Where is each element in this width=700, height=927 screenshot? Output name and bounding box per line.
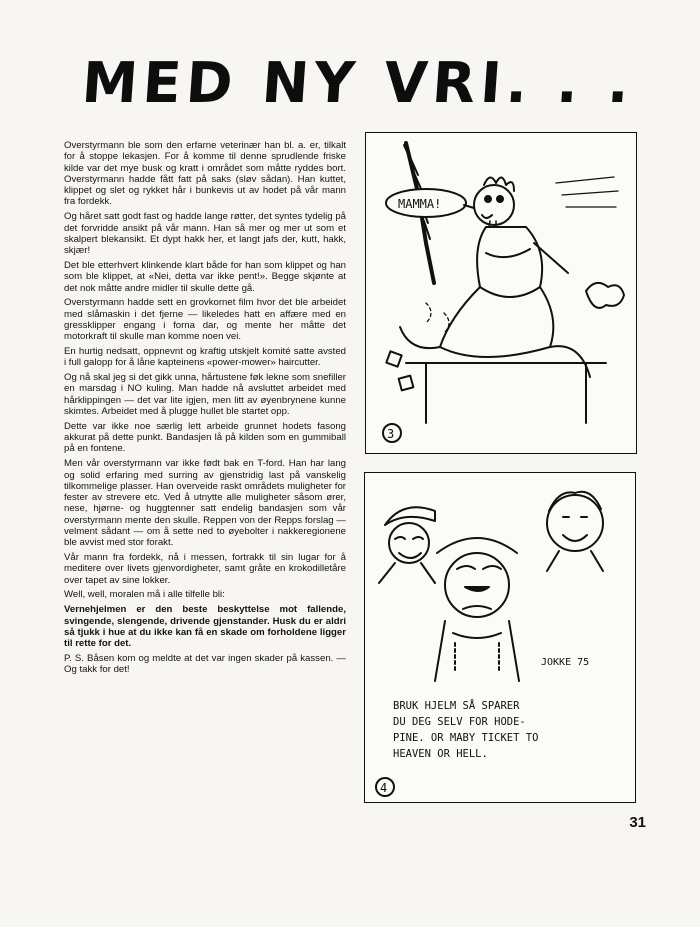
article-paragraph: Og håret satt godt fast og hadde lange røtter, det syntes tydelig på det forvridde ansikt på vår mann. Han så mer og mer ut som et skalpert blekansikt. Et dypt hakk her, et langt jafs der, kutt, hakk, skjær! (64, 211, 346, 257)
postscript: P. S. Båsen kom og meldte at det var ingen skader på kassen. — Og takk for det! (64, 652, 346, 676)
article-paragraph: Well, well, moralen må i alle tilfelle bli: (64, 589, 225, 601)
cartoon-panel-3 (365, 132, 637, 454)
speech-text: MAMMA! (398, 197, 442, 211)
caption-line: PINE. OR MABY TICKET TO (393, 732, 539, 744)
article-paragraph: Og nå skal jeg si det gikk unna, hårtustene føk lekne som snefiller en marsdag i NO kuling. Man hadde nå avsluttet arbeidet med hårklippingen — det var lite igjen, men litt av øyenbrynene kunne skimtes. Arbeidet med å plugge hullet ble startet opp. (64, 372, 346, 418)
artist-signature: JOKKE 75 (541, 657, 590, 668)
moral-text: Vernehjelmen er den beste beskyttelse mot fallende, svingende, slengende, drivende gjenstander. Husk du er aldri så tjukk i hue at du ikke kan få en skade om forholdene ligger til rette for det. (64, 604, 346, 650)
panel-number: 4 (380, 781, 388, 795)
cartoon-drawing-3 (366, 133, 636, 453)
article-paragraph: Det ble etterhvert klinkende klart både for han som klippet og han som ble klippet, at «Nei, detta var ikke pent!». Begge skjønte at det nok måtte andre midler til skulle dette gå. (64, 259, 346, 294)
caption-line: DU DEG SELV FOR HODE- (393, 716, 526, 728)
article-column (64, 140, 346, 679)
page-number: 31 (629, 814, 646, 831)
caption-line: BRUK HJELM SÅ SPARER (393, 700, 520, 712)
cartoon-panel-4 (364, 472, 636, 803)
article-paragraph: En hurtig nedsatt, oppnevnt og kraftig utskjelt komité satte avsted i full galopp for å låne kapteinens «power-mower» haircutter. (64, 346, 346, 369)
article-paragraph: Overstyrmann hadde sett en grovkornet film hvor det ble arbeidet med slåmaskin i det fjerne — likeledes hatt en affære med en gressklipper engang i forna dar, og mente her måtte det motorkraft til skulle man komme noen vei. (64, 297, 346, 343)
caption-line: HEAVEN OR HELL. (393, 748, 488, 760)
article-paragraph: Dette var ikke noe særlig lett arbeide grunnet hodets fasong akkurat på dette punkt. Bandasjen lå på kilden som en gummiball på en fontene. (64, 420, 346, 455)
article-paragraph: Vår mann fra fordekk, nå i messen, fortrakk til sin lugar for å meditere over livets gjenvordigheter, samt gråte en krokodilletåre over tapet av sine lokker. (64, 552, 346, 586)
headline: MED NY VRI. . . (79, 51, 637, 116)
cartoon-drawing-4 (365, 473, 635, 802)
article-paragraph: Overstyrmann ble som den erfarne veterinær han bl. a. er, tilkalt for å stoppe lekasjen. For å komme til denne sprudlende friske kilde var det mye busk og kratt i området som måtte ryddes bort. Overstyrmann hadde fått fatt på saks (sløv sådan). Han kuttet, klippet og slet og rykket hår i bunkevis ut av hodet på vår mann fra fordekk. (64, 140, 346, 208)
article-paragraph: Men vår overstyrmann var ikke født bak en T-ford. Han har lang og solid erfaring med surring av gjenstridig last på vanskelig tilkommelige plasser. Han overveide raskt områdets muligheter for fester av strevere etc. Ved å utnytte alle muligheter såsom ører, nese, hjørne- og huggtenner satt endelig bandasjen som vår overstyrmann mente den skulle. Reppen von der Repps forslag — velment sådant — om å sette ned to øyebolter i nakkeregionene ble avvist med stor forakt. (64, 458, 346, 549)
panel-number: 3 (387, 427, 395, 441)
